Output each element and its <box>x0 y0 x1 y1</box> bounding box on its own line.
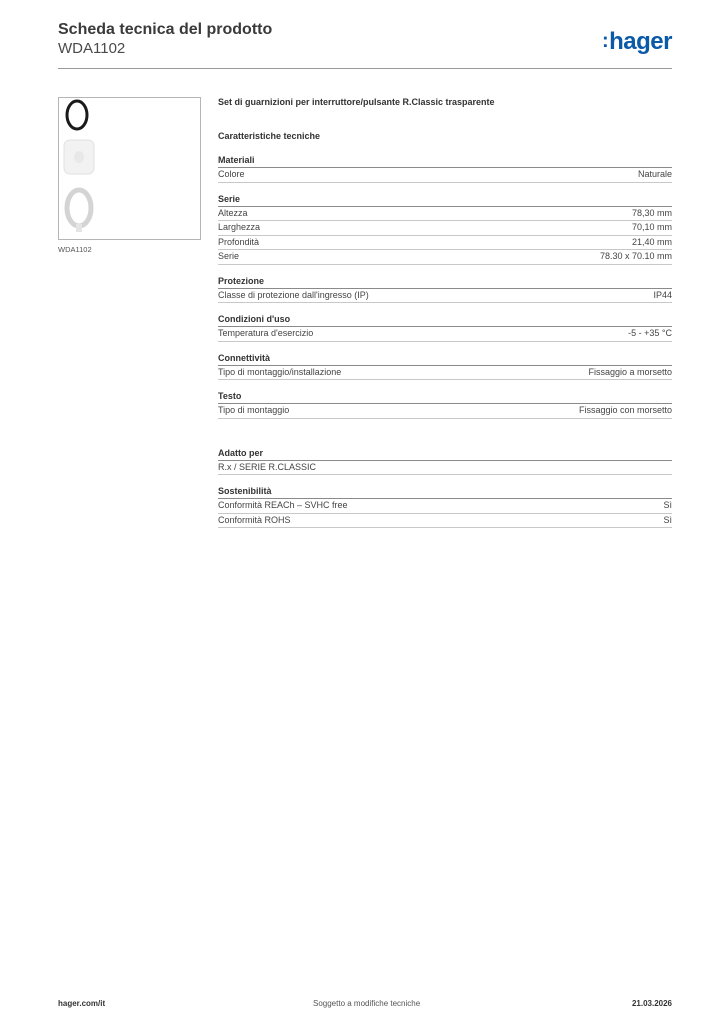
footer-website[interactable]: hager.com/it <box>58 999 106 1008</box>
section-title: Connettività <box>218 352 672 366</box>
spec-label: Conformità REACh – SVHC free <box>218 500 348 510</box>
spec-row <box>218 250 672 265</box>
spec-value: Fissaggio con morsetto <box>578 405 672 415</box>
spec-value: 78,30 mm <box>631 207 672 218</box>
section-adatto <box>218 447 672 476</box>
product-code: WDA1102 <box>58 40 126 57</box>
spec-row <box>218 514 672 529</box>
section-title: Serie <box>218 193 672 207</box>
spec-value: Fissaggio a morsetto <box>588 366 672 377</box>
specs-content <box>218 97 672 538</box>
spec-row <box>218 207 672 222</box>
spec-value: 21,40 mm <box>631 236 672 247</box>
spec-value: Sì <box>663 514 672 525</box>
spec-section <box>218 154 672 183</box>
section-title: Sostenibilità <box>218 485 672 499</box>
section-title: Adatto per <box>218 447 672 461</box>
product-description: Set di guarnizioni per interruttore/pulsante R.Classic trasparente <box>218 97 495 107</box>
section-sostenibilita <box>218 485 672 528</box>
spec-label: Larghezza <box>218 222 261 232</box>
spec-label: R.x / SERIE R.CLASSIC <box>218 461 317 472</box>
spec-row <box>218 236 672 251</box>
spec-value: IP44 <box>653 289 672 300</box>
hager-logo: :hager <box>601 28 672 55</box>
spec-value: -5 - +35 °C <box>628 328 672 338</box>
page-title: Scheda tecnica del prodotto <box>58 21 273 38</box>
spec-label: Classe di protezione dall'ingresso (IP) <box>218 289 369 300</box>
spec-row <box>218 366 672 381</box>
spec-value: 78.30 x 70.10 mm <box>599 251 672 261</box>
gasket-illustration <box>59 98 201 240</box>
spec-value: Sì <box>663 500 672 510</box>
section-title: Protezione <box>218 275 672 289</box>
spec-section <box>218 275 672 304</box>
footer-note: Soggetto a modifiche tecniche <box>313 999 421 1008</box>
product-image <box>58 97 201 240</box>
specs-heading: Caratteristiche tecniche <box>218 131 321 141</box>
spec-value: 70,10 mm <box>631 222 672 232</box>
spec-row <box>218 289 672 304</box>
spec-label: Tipo di montaggio/installazione <box>218 366 342 377</box>
section-gap <box>218 429 672 447</box>
spec-row <box>218 168 672 183</box>
spec-row <box>218 221 672 236</box>
spec-row <box>218 404 672 419</box>
spec-section <box>218 352 672 381</box>
spec-label: Tipo di montaggio <box>218 405 290 415</box>
footer-date: 21.03.2026 <box>631 999 672 1008</box>
spec-row <box>218 499 672 514</box>
spec-label: Altezza <box>218 207 248 218</box>
spec-section <box>218 390 672 419</box>
header-divider <box>58 68 672 69</box>
spec-section <box>218 193 672 265</box>
section-title: Testo <box>218 390 672 404</box>
spec-label: Serie <box>218 251 240 261</box>
section-title: Materiali <box>218 154 672 168</box>
spec-sections <box>218 154 672 419</box>
spec-label: Profondità <box>218 236 260 247</box>
spec-row <box>218 327 672 342</box>
spec-label: Conformità ROHS <box>218 514 291 525</box>
spec-label: Colore <box>218 169 245 179</box>
spec-value: Naturale <box>637 169 672 179</box>
spec-label: Temperatura d'esercizio <box>218 328 314 338</box>
image-caption: WDA1102 <box>58 245 92 254</box>
logo-text: hager <box>609 28 672 55</box>
spec-section <box>218 313 672 342</box>
section-title: Condizioni d'uso <box>218 313 672 327</box>
spec-row <box>218 461 672 476</box>
